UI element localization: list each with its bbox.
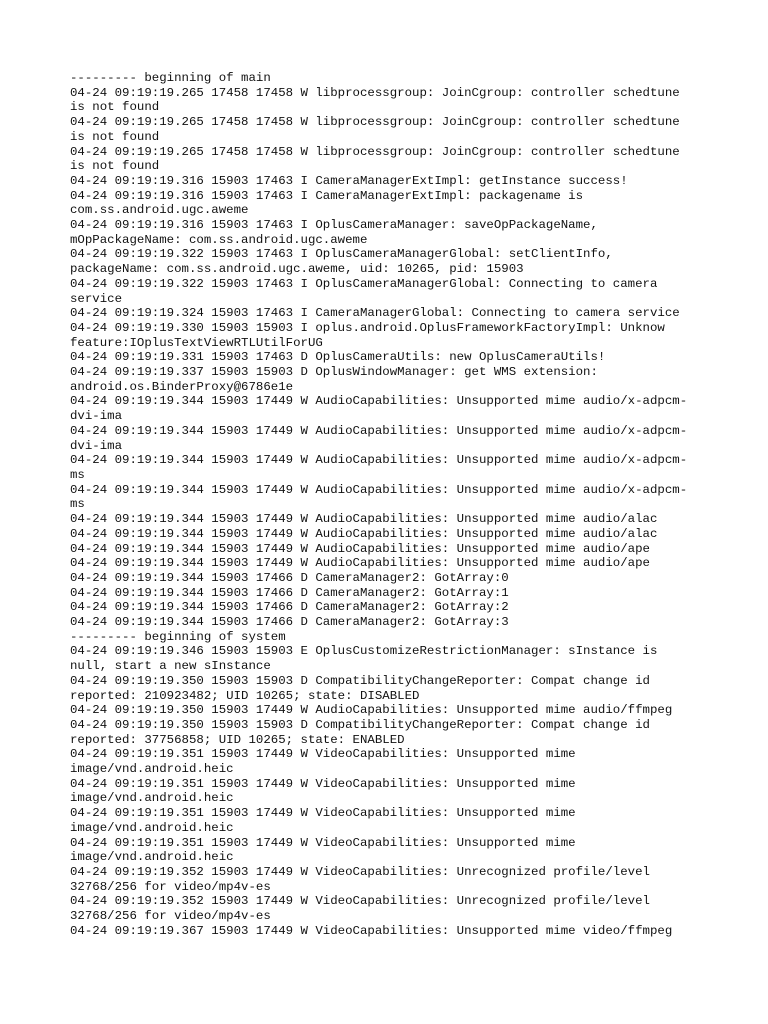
log-line: image/vnd.android.heic bbox=[70, 791, 234, 806]
log-line: 04-24 09:19:19.337 15903 15903 D OplusWindowManager: get WMS extension: bbox=[70, 365, 598, 380]
log-line: 04-24 09:19:19.344 15903 17466 D CameraManager2: GotArray:3 bbox=[70, 615, 509, 630]
log-line: 32768/256 for video/mp4v-es bbox=[70, 909, 271, 924]
log-line: reported: 37756858; UID 10265; state: ENABLED bbox=[70, 732, 405, 747]
log-line: 04-24 09:19:19.265 17458 17458 W libprocessgroup: JoinCgroup: controller schedtune bbox=[70, 85, 680, 100]
log-line: 04-24 09:19:19.265 17458 17458 W libprocessgroup: JoinCgroup: controller schedtune bbox=[70, 144, 680, 159]
log-line: 04-24 09:19:19.344 15903 17466 D CameraManager2: GotArray:2 bbox=[70, 600, 509, 615]
log-line: 04-24 09:19:19.322 15903 17463 I OplusCameraManagerGlobal: Connecting to camera bbox=[70, 276, 658, 291]
log-line: 04-24 09:19:19.344 15903 17449 W AudioCapabilities: Unsupported mime audio/alac bbox=[70, 526, 658, 541]
log-line: 04-24 09:19:19.322 15903 17463 I OplusCameraManagerGlobal: setClientInfo, bbox=[70, 247, 613, 262]
log-line: ms bbox=[70, 467, 85, 482]
log-line: 04-24 09:19:19.350 15903 17449 W AudioCapabilities: Unsupported mime audio/ffmpeg bbox=[70, 703, 673, 718]
log-line: 04-24 09:19:19.346 15903 15903 E OplusCustomizeRestrictionManager: sInstance is bbox=[70, 644, 658, 659]
log-line: null, start a new sInstance bbox=[70, 659, 271, 674]
log-line: 04-24 09:19:19.344 15903 17449 W AudioCapabilities: Unsupported mime audio/x-adpcm- bbox=[70, 453, 688, 468]
log-line: --------- beginning of system bbox=[70, 629, 286, 644]
log-line: 04-24 09:19:19.265 17458 17458 W libprocessgroup: JoinCgroup: controller schedtune bbox=[70, 115, 680, 130]
log-line: 04-24 09:19:19.351 15903 17449 W VideoCapabilities: Unsupported mime bbox=[70, 776, 576, 791]
log-line: 04-24 09:19:19.351 15903 17449 W VideoCapabilities: Unsupported mime bbox=[70, 806, 576, 821]
log-line: com.ss.android.ugc.aweme bbox=[70, 203, 249, 218]
log-line: 04-24 09:19:19.344 15903 17466 D CameraManager2: GotArray:0 bbox=[70, 570, 509, 585]
log-line: 04-24 09:19:19.316 15903 17463 I CameraManagerExtImpl: packagename is bbox=[70, 188, 584, 203]
log-line: 04-24 09:19:19.316 15903 17463 I OplusCameraManager: saveOpPackageName, bbox=[70, 218, 598, 233]
log-line: 04-24 09:19:19.352 15903 17449 W VideoCapabilities: Unrecognized profile/level bbox=[70, 864, 650, 879]
log-line: 04-24 09:19:19.344 15903 17449 W AudioCapabilities: Unsupported mime audio/x-adpcm- bbox=[70, 482, 688, 497]
log-line: dvi-ima bbox=[70, 438, 123, 453]
log-line: 04-24 09:19:19.344 15903 17449 W AudioCapabilities: Unsupported mime audio/x-adpcm- bbox=[70, 423, 688, 438]
log-line: dvi-ima bbox=[70, 409, 123, 424]
log-line: service bbox=[70, 291, 123, 306]
log-line: is not found bbox=[70, 129, 160, 144]
log-line: 04-24 09:19:19.350 15903 15903 D CompatibilityChangeReporter: Compat change id bbox=[70, 673, 650, 688]
log-line: reported: 210923482; UID 10265; state: DISABLED bbox=[70, 688, 420, 703]
log-line: mOpPackageName: com.ss.android.ugc.aweme bbox=[70, 232, 368, 247]
log-line: image/vnd.android.heic bbox=[70, 762, 234, 777]
log-line: 04-24 09:19:19.344 15903 17449 W AudioCapabilities: Unsupported mime audio/x-adpcm- bbox=[70, 394, 688, 409]
log-line: packageName: com.ss.android.ugc.aweme, uid: 10265, pid: 15903 bbox=[70, 262, 524, 277]
log-line: 04-24 09:19:19.331 15903 17463 D OplusCameraUtils: new OplusCameraUtils! bbox=[70, 350, 606, 365]
log-line: 04-24 09:19:19.344 15903 17466 D CameraManager2: GotArray:1 bbox=[70, 585, 509, 600]
log-line: is not found bbox=[70, 100, 160, 115]
log-line: 04-24 09:19:19.324 15903 17463 I CameraManagerGlobal: Connecting to camera service bbox=[70, 306, 680, 321]
log-line: is not found bbox=[70, 159, 160, 174]
log-line: 04-24 09:19:19.350 15903 15903 D CompatibilityChangeReporter: Compat change id bbox=[70, 717, 650, 732]
log-line: 32768/256 for video/mp4v-es bbox=[70, 879, 271, 894]
log-line: image/vnd.android.heic bbox=[70, 820, 234, 835]
log-line: 04-24 09:19:19.351 15903 17449 W VideoCapabilities: Unsupported mime bbox=[70, 747, 576, 762]
log-line: image/vnd.android.heic bbox=[70, 850, 234, 865]
log-line: feature:IOplusTextViewRTLUtilForUG bbox=[70, 335, 323, 350]
log-document bbox=[70, 71, 730, 938]
log-line: 04-24 09:19:19.352 15903 17449 W VideoCapabilities: Unrecognized profile/level bbox=[70, 894, 650, 909]
log-line: android.os.BinderProxy@6786e1e bbox=[70, 379, 294, 394]
log-line: 04-24 09:19:19.316 15903 17463 I CameraManagerExtImpl: getInstance success! bbox=[70, 173, 628, 188]
log-line: 04-24 09:19:19.344 15903 17449 W AudioCapabilities: Unsupported mime audio/ape bbox=[70, 556, 650, 571]
log-line: 04-24 09:19:19.351 15903 17449 W VideoCapabilities: Unsupported mime bbox=[70, 835, 576, 850]
log-line: ms bbox=[70, 497, 85, 512]
log-line: 04-24 09:19:19.330 15903 15903 I oplus.android.OplusFrameworkFactoryImpl: Unknow bbox=[70, 320, 665, 335]
log-line: --------- beginning of main bbox=[70, 71, 271, 85]
log-line: 04-24 09:19:19.344 15903 17449 W AudioCapabilities: Unsupported mime audio/alac bbox=[70, 512, 658, 527]
log-line: 04-24 09:19:19.344 15903 17449 W AudioCapabilities: Unsupported mime audio/ape bbox=[70, 541, 650, 556]
log-line: 04-24 09:19:19.367 15903 17449 W VideoCapabilities: Unsupported mime video/ffmpeg bbox=[70, 923, 673, 938]
